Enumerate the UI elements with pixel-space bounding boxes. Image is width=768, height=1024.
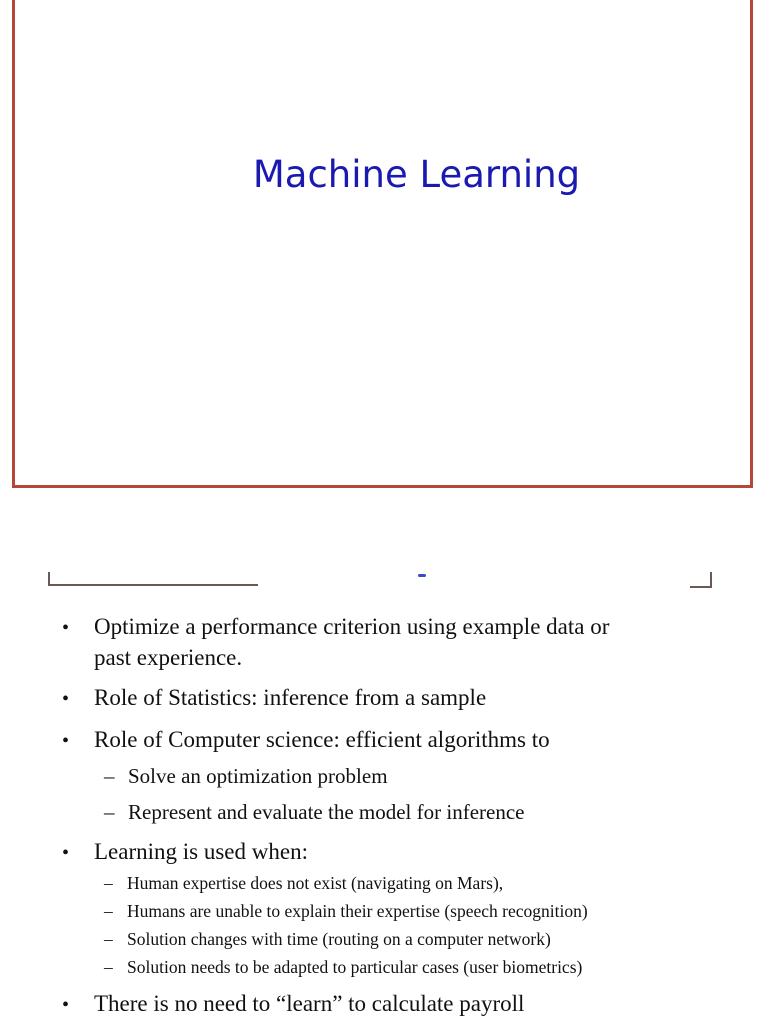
bullet-marker: • [62, 688, 70, 710]
sub-bullet-text: Humans are unable to explain their expertise (speech recognition) [127, 901, 588, 921]
sub-bullet-text: Represent and evaluate the model for inference [128, 800, 525, 824]
slide-title: Machine Learning [252, 153, 581, 196]
sub-bullet-marker: – [104, 800, 115, 824]
sub-bullet-text: Solution changes with time (routing on a computer network) [127, 929, 551, 949]
sub-bullet-marker: – [104, 957, 113, 977]
bullet-text: Optimize a performance criterion using example data or [94, 614, 610, 639]
bullet-text: Learning is used when: [94, 839, 308, 864]
sub-bullet-text: Solve an optimization problem [128, 764, 388, 788]
sub-bullet-marker: – [104, 764, 115, 788]
bullet-text: Role of Computer science: efficient algorithms to [94, 727, 550, 752]
bullet-marker: • [62, 617, 70, 639]
sub-bullet-marker: – [104, 901, 113, 921]
sub-bullet-text: Solution needs to be adapted to particular cases (user biometrics) [127, 957, 583, 977]
bullet-text: Role of Statistics: inference from a sample [94, 685, 487, 710]
sub-bullet-marker: – [104, 873, 113, 893]
sub-bullet-marker: – [104, 929, 113, 949]
bullet-marker: • [62, 994, 70, 1016]
bullet-text-continued: past experience. [94, 645, 243, 670]
bullet-marker: • [62, 842, 70, 864]
bullet-text: There is no need to “learn” to calculate payroll [94, 991, 525, 1016]
sub-bullet-text: Human expertise does not exist (navigating on Mars), [127, 873, 504, 893]
bullet-marker: • [62, 730, 70, 752]
